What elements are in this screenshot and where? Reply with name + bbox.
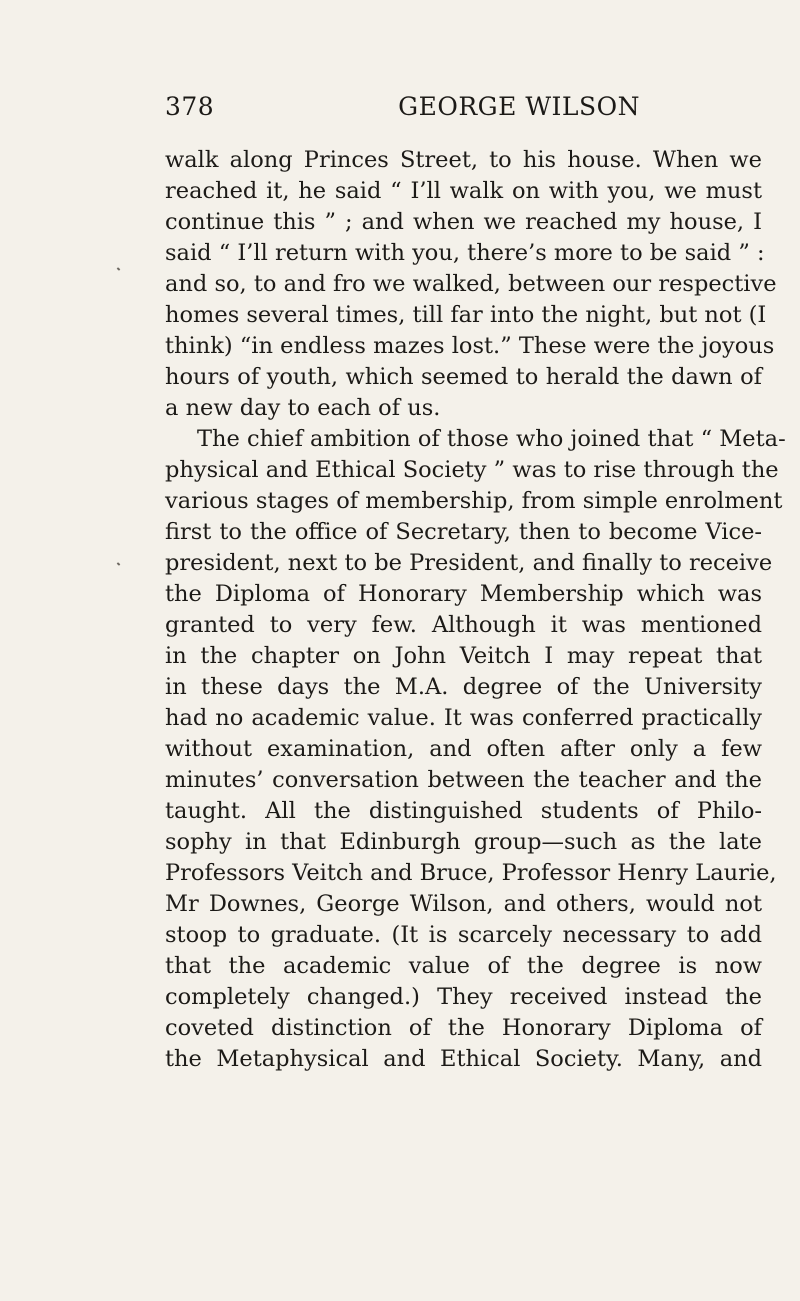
text-line: Mr Downes, George Wilson, and others, would not: [165, 891, 762, 917]
text-line: first to the office of Secretary, then to become Vice-: [165, 519, 762, 545]
text-line: minutes’ conversation between the teacher and the: [165, 767, 762, 793]
text-line: The chief ambition of those who joined that “ Meta-: [197, 426, 786, 452]
text-line: hours of youth, which seemed to herald the dawn of: [165, 364, 762, 390]
text-line: said “ I’ll return with you, there’s more to be said ” :: [165, 240, 765, 266]
text-line: that the academic value of the degree is now: [165, 953, 762, 979]
paper-speck: [117, 562, 121, 565]
text-line: sophy in that Edinburgh group—such as the late: [165, 829, 762, 855]
text-line: homes several times, till far into the night, but not (I: [165, 302, 767, 328]
text-line: walk along Princes Street, to his house. When we: [165, 147, 762, 173]
text-line: granted to very few. Although it was mentioned: [165, 612, 762, 638]
text-line: coveted distinction of the Honorary Diploma of: [165, 1015, 762, 1041]
text-line: physical and Ethical Society ” was to rise through the: [165, 457, 779, 483]
text-line: had no academic value. It was conferred practically: [165, 705, 762, 731]
text-line: taught. All the distinguished students of Philo-: [165, 798, 762, 824]
text-line: various stages of membership, from simple enrolment: [165, 488, 783, 514]
text-line: in these days the M.A. degree of the University: [165, 674, 762, 700]
text-line: completely changed.) They received instead the: [165, 984, 762, 1010]
text-line: reached it, he said “ I’ll walk on with you, we must: [165, 178, 762, 204]
text-line: in the chapter on John Veitch I may repeat that: [165, 643, 762, 669]
text-line: and so, to and fro we walked, between our respective: [165, 271, 777, 297]
text-line: stoop to graduate. (It is scarcely necessary to add: [165, 922, 762, 948]
text-line: continue this ” ; and when we reached my house, I: [165, 209, 762, 235]
paper-speck: [117, 267, 121, 270]
text-line: president, next to be President, and finally to receive: [165, 550, 773, 576]
running-head: [165, 92, 640, 126]
text-line: the Diploma of Honorary Membership which was: [165, 581, 762, 607]
text-line: without examination, and often after only a few: [165, 736, 762, 762]
text-line: Professors Veitch and Bruce, Professor Henry Laurie,: [165, 860, 777, 886]
page-number: 378: [165, 92, 215, 121]
text-line: think) “in endless mazes lost.” These were the joyous: [165, 333, 775, 359]
text-line: a new day to each of us.: [165, 395, 441, 421]
running-title: GEORGE WILSON: [398, 92, 640, 121]
text-line: the Metaphysical and Ethical Society. Many, and: [165, 1046, 762, 1072]
